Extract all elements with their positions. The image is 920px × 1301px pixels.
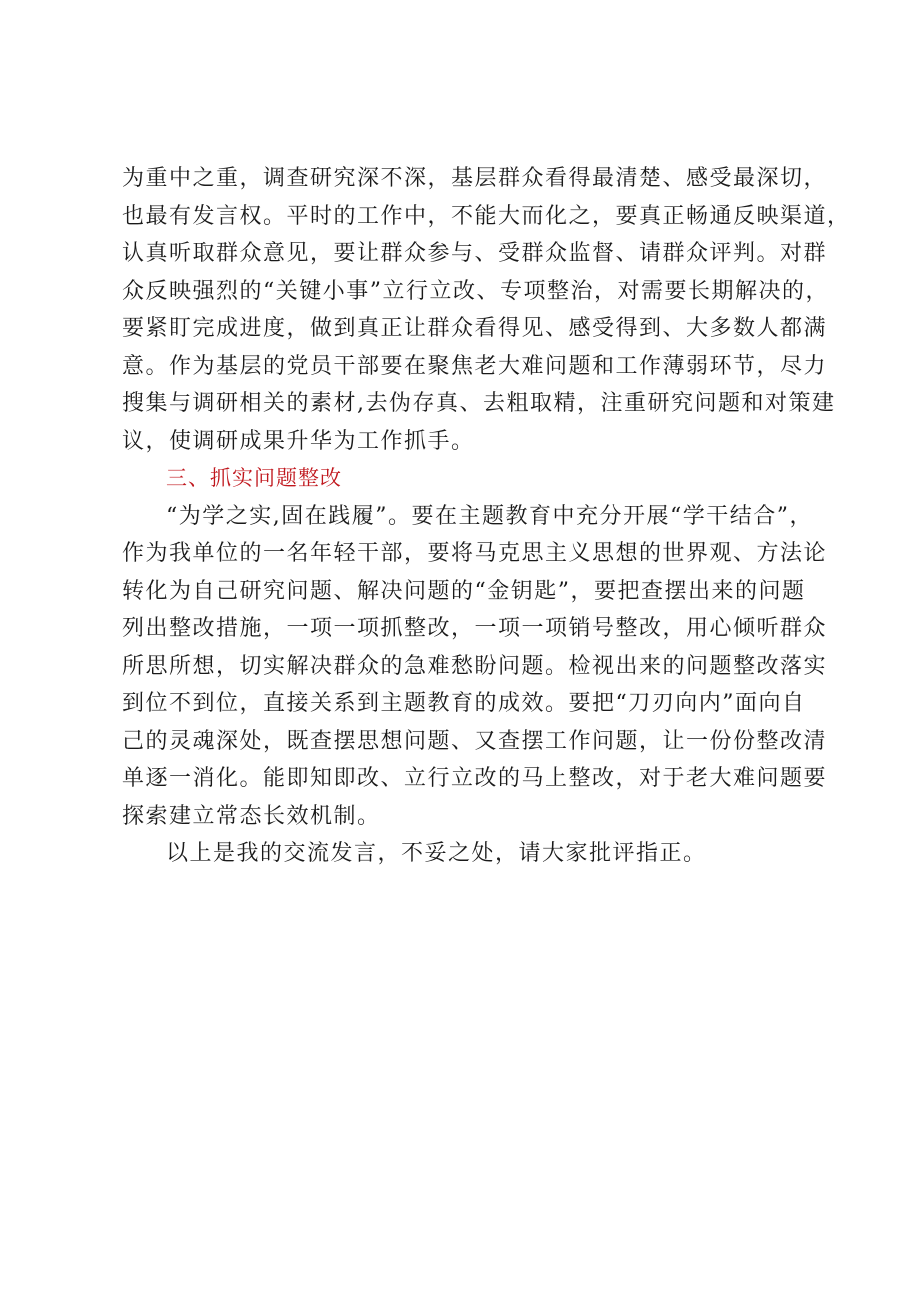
text-line: 搜集与调研相关的素材,去伪存真、去粗取精，注重研究问题和对策建 [122, 391, 836, 416]
text-line: 单逐一消化。能即知即改、立行立改的马上整改，对于老大难问题要 [122, 766, 828, 791]
section-paragraph [122, 498, 828, 836]
text-line: 作为我单位的一名年轻干部，要将马克思主义思想的世界观、方法论 [122, 541, 828, 566]
paragraph-continuation [122, 160, 851, 460]
text-line: 己的灵魂深处，既查摆思想问题、又查摆工作问题，让一份份整改清 [122, 728, 828, 754]
text-line: 到位不到位，直接关系到主题教育的成效。要把“刀刃向内”面向自 [122, 691, 806, 716]
text-line: 众反映强烈的“关键小事”立行立改、专项整治，对需要长期解决的， [122, 278, 829, 304]
text-line: 所思所想，切实解决群众的急难愁盼问题。检视出来的问题整改落实 [122, 653, 828, 679]
text-line: 议，使调研成果升华为工作抓手。 [122, 428, 475, 454]
text-line: 认真听取群众意见，要让群众参与、受群众监督、请群众评判。对群 [122, 241, 828, 266]
text-line: 列出整改措施，一项一项抓整改，一项一项销号整改，用心倾听群众 [122, 616, 828, 641]
text-line: 也最有发言权。平时的工作中，不能大而化之，要真正畅通反映渠道， [122, 203, 851, 229]
text-line: 意。作为基层的党员干部要在聚焦老大难问题和工作薄弱环节，尽力 [122, 353, 828, 379]
document-page [122, 160, 851, 873]
text-line: 要紧盯完成进度，做到真正让群众看得见、感受得到、大多数人都满 [122, 316, 828, 341]
closing-remark: 以上是我的交流发言，不妥之处，请大家批评指正。 [166, 841, 707, 866]
text-line: 转化为自己研究问题、解决问题的“金钥匙”，要把查摆出来的问题 [122, 578, 806, 604]
text-line: “为学之实,固在践履”。要在主题教育中充分开展“学干结合”， [166, 503, 813, 529]
text-line: 为重中之重，调查研究深不深，基层群众看得最清楚、感受最深切， [122, 166, 828, 191]
section-heading: 三、抓实问题整改 [166, 466, 342, 490]
text-line: 探索建立常态长效机制。 [122, 803, 381, 829]
